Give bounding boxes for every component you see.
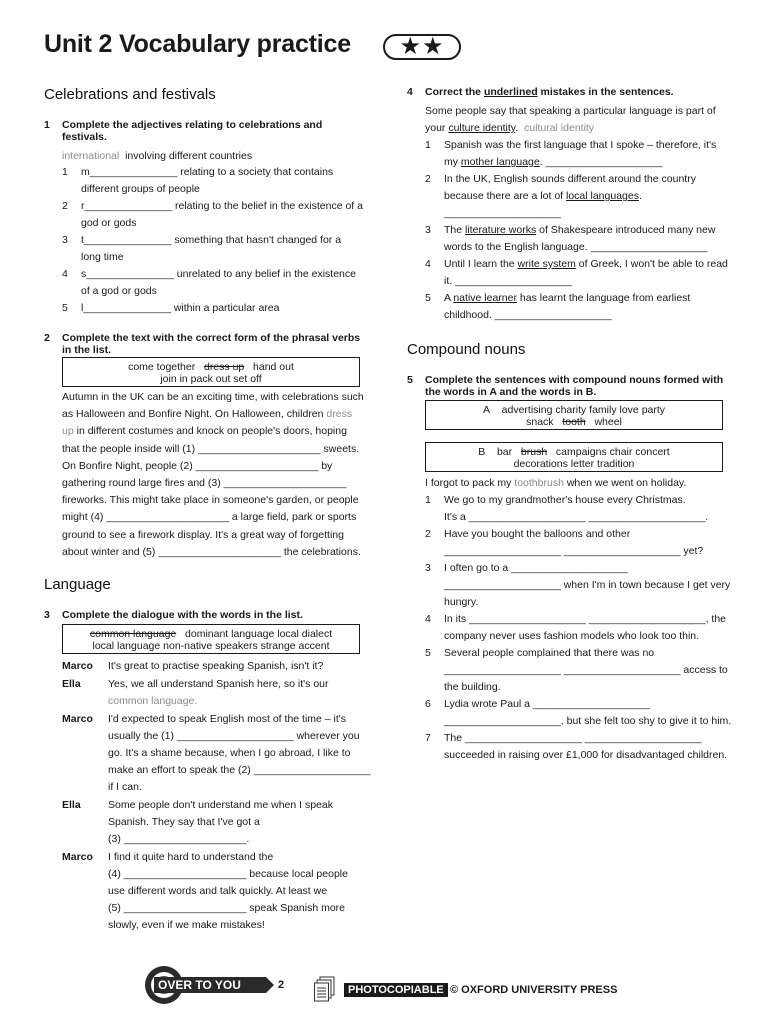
item-text: .: [638, 190, 642, 202]
q3-box-words: dominant language local dialect: [185, 628, 333, 640]
item-text: has learnt the language from earliest: [516, 292, 691, 304]
item-number: 3: [425, 562, 431, 574]
q1-example-text: involving different countries: [125, 150, 253, 162]
q4-instruction: 4 Correct the underlined mistakes in the sentences.: [407, 86, 674, 98]
box-a-label: A: [482, 404, 490, 416]
q4-intro-line2: your culture identity. cultural identity: [425, 122, 595, 134]
item-number: 4: [62, 268, 68, 280]
passage-line: that the people inside will (1) _____________________ sweets.: [62, 442, 360, 455]
item-line: It's a ____________________ ____________________.: [444, 511, 709, 523]
item-number: 5: [425, 647, 431, 659]
item-line: In its ____________________ ____________________, the: [444, 613, 727, 625]
q5-instruction-line2: the words in A and the words in B.: [425, 386, 597, 398]
item-line: ____________________ ____________________ yet?: [444, 545, 704, 557]
item-line: [444, 224, 715, 236]
dialogue-line: usually the (1) ____________________ wherever you: [108, 730, 360, 742]
dialogue-line: use different words and talk quickly. At least we: [108, 885, 328, 897]
dialogue-line: (4) _____________________ because local people: [108, 868, 348, 880]
item-number: 7: [425, 732, 431, 744]
item-line: ____________________ when I'm in town because I get very: [444, 579, 731, 591]
item-line: ____________________: [444, 207, 561, 219]
item-line: [444, 275, 572, 287]
section-title-celebrations: Celebrations and festivals: [44, 86, 216, 103]
q2-instruction-line2: in the list.: [62, 344, 112, 356]
q5-instruction-line1: Complete the sentences with compound nouns formed with: [425, 374, 724, 386]
q2-box-word-used: dress up: [203, 361, 245, 373]
item-number: 4: [425, 258, 431, 270]
q3-number: 3: [44, 609, 50, 621]
item-line: [444, 139, 716, 151]
item-number: 6: [425, 698, 431, 710]
passage-line: ground to see a firework display. It's a great way of forgetting: [62, 528, 344, 541]
item-text: In the UK, English sounds different around the country: [444, 173, 696, 185]
item-text: words to the English language. ____________________: [444, 241, 708, 253]
passage-line: might (4) _____________________ a large field, park or sports: [62, 511, 357, 524]
q4-number: 4: [407, 86, 413, 98]
item-number: 1: [62, 166, 68, 178]
q2-box-row2: join in pack out set off: [160, 373, 262, 385]
item-number: 2: [425, 173, 431, 185]
item-text: The: [444, 224, 466, 236]
passage-text: in different costumes and knock on people's doors, hoping: [76, 425, 347, 438]
box-a-word-used: tooth: [562, 416, 586, 428]
q3-instruction: 3 Complete the dialogue with the words in the list.: [44, 609, 303, 621]
list-item-line: l_______________ within a particular area: [81, 302, 280, 314]
item-line: ____________________, but she felt too shy to give it to him.: [444, 715, 732, 727]
dialogue-speaker: Marco: [62, 660, 93, 672]
item-line: [444, 309, 612, 321]
q5-example: I forgot to pack my toothbrush when we went on holiday.: [425, 477, 687, 489]
q5-number: 5: [407, 374, 413, 386]
q1-instruction-line2: festivals.: [62, 131, 107, 143]
section-title-language: Language: [44, 576, 111, 593]
item-number: 2: [425, 528, 431, 540]
page-number: 2: [278, 979, 285, 991]
item-line: Have you bought the balloons and other: [444, 528, 631, 540]
item-number: 5: [425, 292, 431, 304]
dialogue-line: slowly, even if we make mistakes!: [108, 919, 265, 931]
dialogue-line: if I can.: [108, 781, 142, 793]
q4-intro-line1: Some people say that speaking a particular language is part of: [425, 105, 716, 117]
box-b-row2: decorations letter tradition: [513, 458, 635, 470]
q2-box-word: hand out: [253, 361, 294, 373]
list-item-line: t_______________ something that hasn't changed for a: [81, 234, 342, 246]
dialogue-speaker: Ella: [62, 678, 81, 690]
item-line: I often go to a ____________________: [444, 562, 628, 574]
publisher-copyright: © OXFORD UNIVERSITY PRESS: [450, 984, 618, 996]
dialogue-line: I'd expected to speak English most of the time – it's: [108, 713, 347, 725]
passage-example-answer: up: [62, 425, 74, 438]
q5-box-a: A advertising charity family love party snack tooth wheel: [425, 400, 723, 430]
box-b-label: B: [478, 446, 486, 458]
item-line: hungry.: [444, 596, 479, 608]
item-line: Lydia wrote Paul a ____________________: [444, 698, 650, 710]
underlined-mistake: literature works: [465, 224, 537, 236]
item-text: it. ____________________: [444, 275, 572, 287]
dialogue-line: make an effort to speak the (2) ____________________: [108, 764, 371, 776]
underlined-mistake: local languages: [566, 190, 639, 202]
list-item-line: s_______________ unrelated to any belief in the existence: [81, 268, 356, 280]
q5-box-b: B bar brush campaigns chair concert decorations letter tradition: [425, 442, 723, 472]
q2-word-box: [62, 357, 360, 387]
passage-line: [62, 408, 352, 420]
passage-line: On Bonfire Night, people (2) _____________________ by: [62, 459, 333, 472]
list-item-line: long time: [81, 251, 124, 263]
dialogue-speaker: Marco: [62, 851, 93, 863]
item-line: [444, 258, 728, 270]
q1-example-answer: international: [62, 150, 120, 162]
list-item-line: r_______________ relating to the belief in the existence of a: [81, 200, 363, 212]
list-item-line: different groups of people: [81, 183, 200, 195]
item-number: 1: [425, 139, 431, 151]
q1-instruction: [44, 119, 344, 143]
q1-number: 1: [44, 119, 50, 131]
passage-line: Autumn in the UK can be an exciting time, with celebrations such: [62, 391, 364, 403]
logo-text: OVER TO YOU: [158, 978, 241, 992]
dialogue-line: It's great to practise speaking Spanish, isn't it?: [108, 660, 324, 672]
box-a-row1: advertising charity family love party: [501, 404, 666, 416]
item-text: Spanish was the first language that I spoke – therefore, it's: [444, 139, 717, 151]
item-line: [444, 190, 642, 202]
underlined-mistake: native learner: [453, 292, 517, 304]
page-title: Unit 2 Vocabulary practice: [44, 30, 351, 58]
item-line: We go to my grandmother's house every Christmas.: [444, 494, 686, 506]
item-text: . ____________________: [539, 156, 663, 168]
over-to-you-logo: [142, 964, 285, 1006]
q3-word-box: [62, 624, 360, 654]
dialogue-line: Yes, we all understand Spanish here, so it's our: [108, 678, 329, 690]
dialogue-line: Some people don't understand me when I speak: [108, 799, 333, 811]
item-line: succeeded in raising over £1,000 for disadvantaged children.: [444, 749, 728, 761]
item-number: 2: [62, 200, 68, 212]
q2-number: 2: [44, 332, 50, 344]
q2-instruction-line1: Complete the text with the correct form of the phrasal verbs: [62, 332, 361, 344]
dialogue-speaker: Marco: [62, 713, 93, 725]
photocopiable-label: PHOTOCOPIABLE: [344, 983, 448, 997]
item-line: [444, 241, 707, 253]
item-line: [444, 292, 690, 304]
q5-example-answer: toothbrush: [514, 477, 564, 489]
item-text: Until I learn the: [444, 258, 518, 270]
list-item-line: god or gods: [81, 217, 137, 229]
dialogue-line: I find it quite hard to understand the: [108, 851, 274, 863]
passage-example-answer: dress: [326, 408, 353, 421]
q4-example-answer: cultural identity: [524, 122, 595, 134]
passage-line: about winter and (5) _____________________ the celebrations.: [62, 545, 361, 558]
item-line: The ____________________ ____________________: [444, 732, 702, 744]
item-number: 1: [425, 494, 431, 506]
item-text: my: [444, 156, 461, 168]
dialogue-line: (3) _____________________.: [108, 833, 250, 845]
item-line: [444, 156, 662, 168]
photocopy-icon: [314, 976, 336, 1002]
passage-line: [62, 425, 347, 437]
item-text: of Shakespeare introduced many new: [536, 224, 716, 236]
dialogue-speaker: Ella: [62, 799, 81, 811]
item-number: 3: [425, 224, 431, 236]
passage-line: gathering round large fires and (3) _____________________: [62, 477, 347, 489]
q1-instruction-line1: Complete the adjectives relating to celebrations and: [62, 119, 323, 131]
item-number: 5: [62, 302, 68, 314]
dialogue-line: go. It's a shame because, when I go abroad, I like to: [108, 747, 351, 759]
difficulty-stars-badge: ★★: [383, 34, 461, 60]
section-title-compound-nouns: Compound nouns: [407, 341, 526, 358]
item-text: A: [444, 292, 454, 304]
passage-line: fireworks. This might take place in someone's garden, or people: [62, 494, 359, 507]
passage-text: as Halloween and Bonfire Night. On Halloween, children: [62, 408, 324, 421]
q3-box-word-used: common language: [89, 628, 177, 640]
q2-instruction: [44, 332, 364, 356]
item-text: because there are a lot of: [444, 190, 566, 202]
item-text: childhood. ____________________: [444, 309, 612, 321]
q3-box-row2: local language non-native speakers strange accent: [92, 640, 330, 652]
underlined-mistake: mother language: [460, 156, 540, 168]
q5-instruction: [407, 374, 737, 398]
item-line: company never uses fashion models who look too thin.: [444, 630, 700, 642]
item-line: Several people complained that there was no: [444, 647, 655, 659]
q2-box-word: come together: [128, 361, 196, 373]
underlined-mistake: write system: [517, 258, 576, 270]
list-item-line: m_______________ relating to a society that contains: [81, 166, 334, 178]
dialogue-line: Spanish. They say that I've got a: [108, 816, 260, 828]
item-line: [444, 173, 696, 185]
item-text: of Greek, I won't be able to read: [575, 258, 728, 270]
q1-example: [62, 150, 252, 162]
dialogue-line: (5) _____________________ speak Spanish more: [108, 902, 346, 914]
item-line: ____________________ ____________________ access to: [444, 664, 728, 676]
item-number: 4: [425, 613, 431, 625]
item-line: the building.: [444, 681, 501, 693]
list-item-line: of a god or gods: [81, 285, 157, 297]
box-b-word-used: brush: [520, 446, 548, 458]
dialogue-line: common language.: [108, 695, 198, 707]
item-number: 3: [62, 234, 68, 246]
